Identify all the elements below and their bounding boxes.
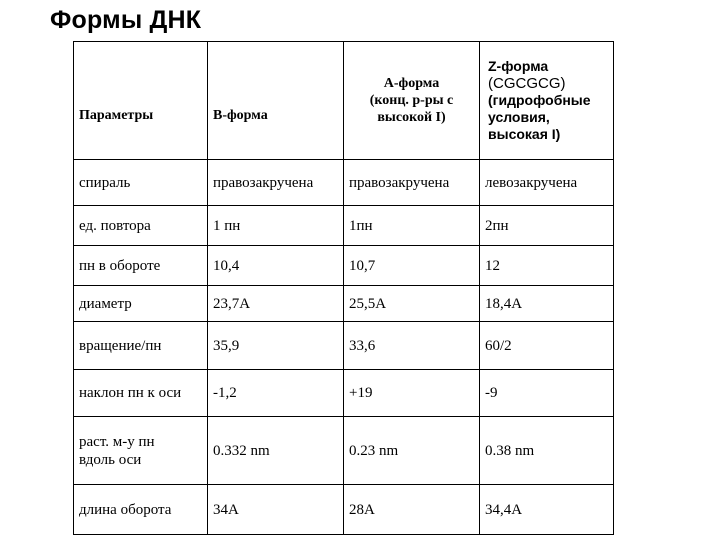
cell-param: наклон пн к оси bbox=[74, 370, 208, 417]
page-title: Формы ДНК bbox=[50, 6, 202, 34]
cell-z: 12 bbox=[480, 246, 614, 286]
cell-param: спираль bbox=[74, 160, 208, 206]
header-a-line: (конц. р-ры с bbox=[369, 93, 454, 108]
header-z-line: условия, bbox=[488, 109, 550, 125]
cell-param-line: раст. м-у пн bbox=[79, 433, 155, 450]
table-header-row bbox=[74, 42, 614, 160]
table-row bbox=[74, 417, 614, 485]
table-row bbox=[74, 485, 614, 535]
cell-z: левозакручена bbox=[480, 160, 614, 206]
table-row bbox=[74, 206, 614, 246]
dna-forms-table bbox=[73, 41, 614, 535]
header-z-form bbox=[480, 42, 614, 160]
table-row bbox=[74, 286, 614, 322]
cell-a: 0.23 nm bbox=[344, 417, 480, 485]
cell-b: 10,4 bbox=[208, 246, 344, 286]
cell-a: 10,7 bbox=[344, 246, 480, 286]
cell-z: 60/2 bbox=[480, 322, 614, 370]
cell-z: 0.38 nm bbox=[480, 417, 614, 485]
header-z-line: (гидрофобные bbox=[488, 92, 591, 108]
cell-a: +19 bbox=[344, 370, 480, 417]
cell-param: ед. повтора bbox=[74, 206, 208, 246]
cell-a: 28А bbox=[344, 485, 480, 535]
table-row bbox=[74, 160, 614, 206]
cell-b: -1,2 bbox=[208, 370, 344, 417]
cell-b: 23,7А bbox=[208, 286, 344, 322]
cell-a: 25,5А bbox=[344, 286, 480, 322]
header-a-line: А-форма bbox=[383, 76, 440, 91]
cell-a: правозакручена bbox=[344, 160, 480, 206]
cell-z: -9 bbox=[480, 370, 614, 417]
cell-z: 18,4А bbox=[480, 286, 614, 322]
table-row bbox=[74, 322, 614, 370]
header-z-line: высокая I) bbox=[488, 126, 561, 142]
cell-b: 0.332 nm bbox=[208, 417, 344, 485]
cell-param bbox=[74, 417, 208, 485]
cell-z: 2пн bbox=[480, 206, 614, 246]
header-params: Параметры bbox=[74, 42, 208, 160]
cell-z: 34,4А bbox=[480, 485, 614, 535]
header-z-line: (CGCGCG) bbox=[488, 75, 566, 92]
cell-param: вращение/пн bbox=[74, 322, 208, 370]
table-row bbox=[74, 370, 614, 417]
header-b-form: В-форма bbox=[208, 42, 344, 160]
cell-b: 1 пн bbox=[208, 206, 344, 246]
header-a-line: высокой I) bbox=[377, 110, 446, 125]
cell-b: 35,9 bbox=[208, 322, 344, 370]
cell-a: 33,6 bbox=[344, 322, 480, 370]
table-row bbox=[74, 246, 614, 286]
cell-param-line: вдоль оси bbox=[79, 451, 142, 468]
cell-param: диаметр bbox=[74, 286, 208, 322]
cell-param: длина оборота bbox=[74, 485, 208, 535]
header-a-form bbox=[344, 42, 480, 160]
cell-param: пн в обороте bbox=[74, 246, 208, 286]
cell-a: 1пн bbox=[344, 206, 480, 246]
header-z-line: Z-форма bbox=[488, 58, 549, 74]
cell-b: правозакручена bbox=[208, 160, 344, 206]
cell-b: 34А bbox=[208, 485, 344, 535]
